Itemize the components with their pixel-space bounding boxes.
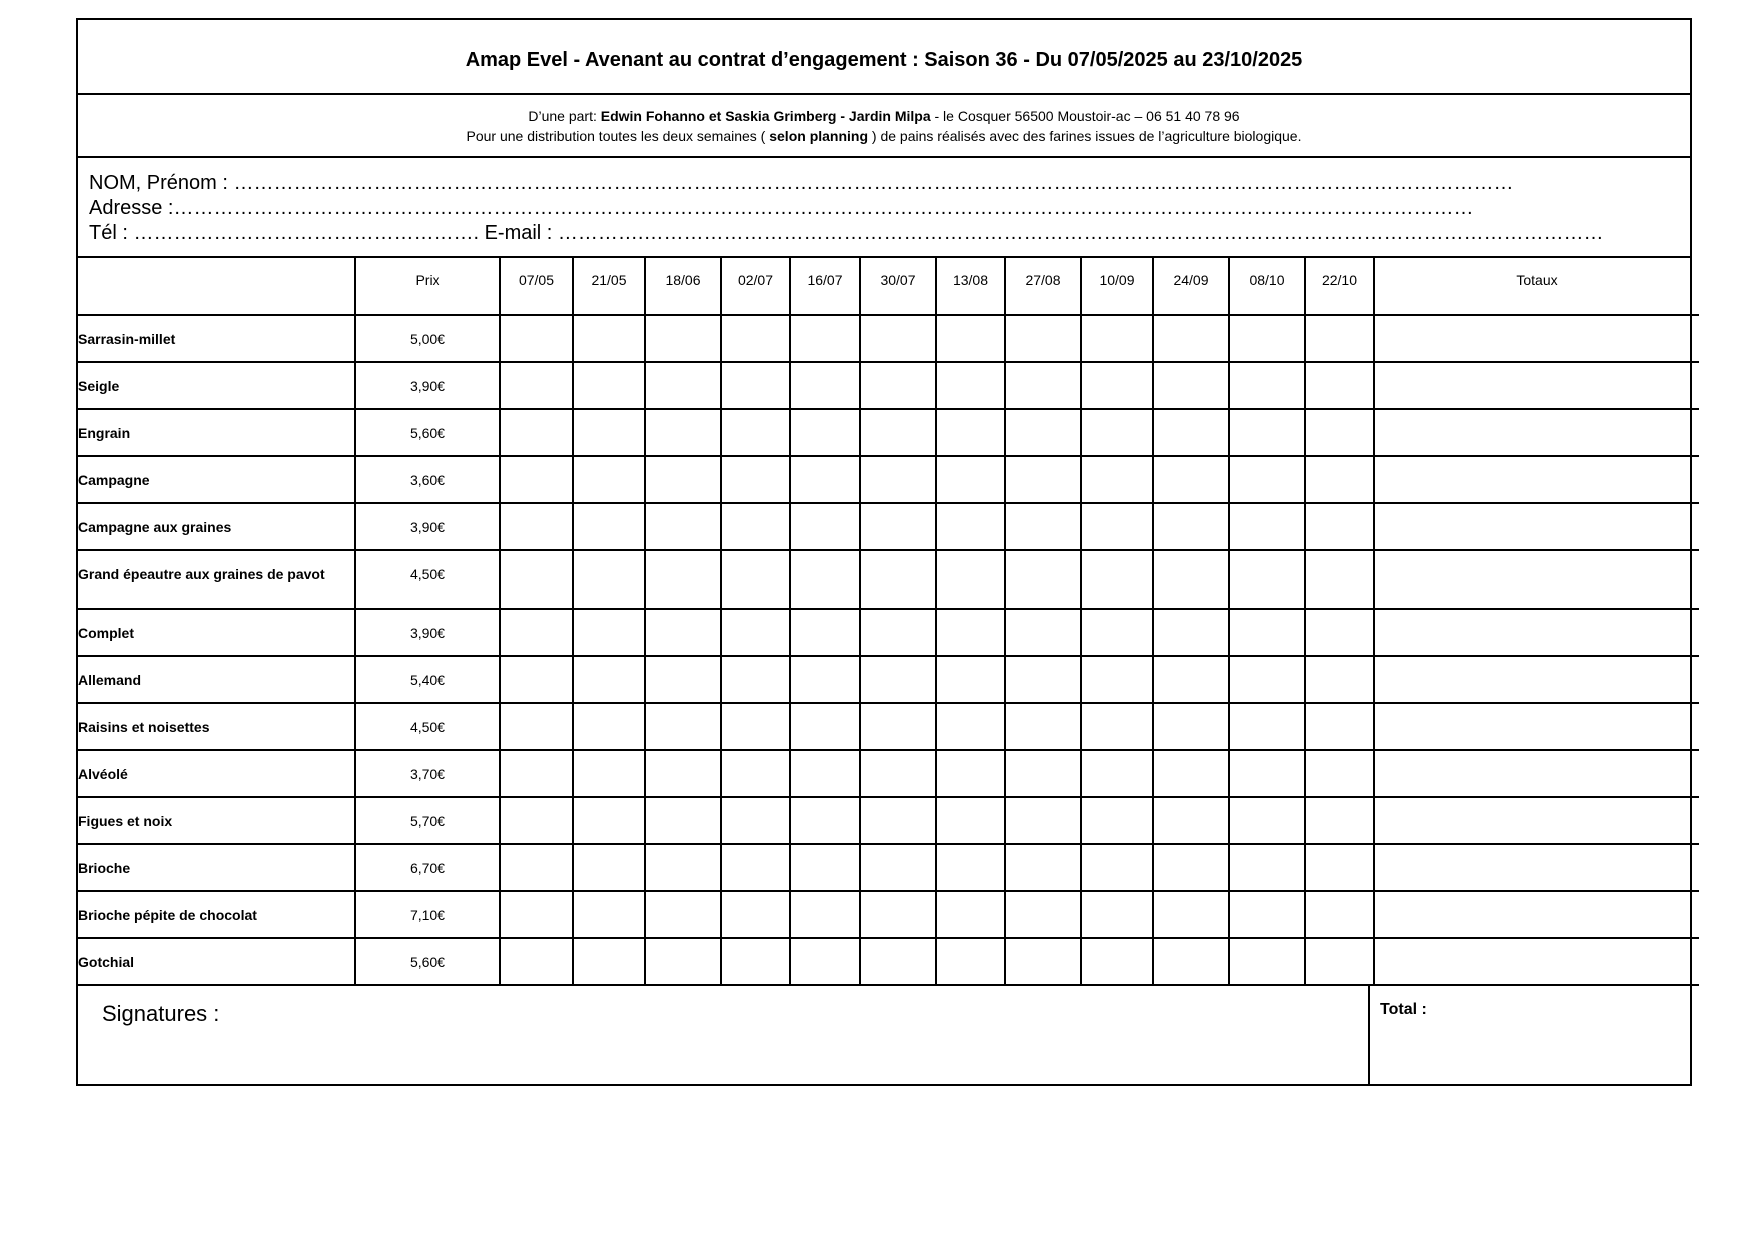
quantity-cell[interactable] [721, 315, 790, 362]
page-title: Amap Evel - Avenant au contrat d’engagement : Saison 36 - Du 07/05/2025 au 23/10/2025 [465, 49, 1303, 71]
quantity-cell[interactable] [1229, 550, 1305, 609]
quantity-cell[interactable] [573, 315, 645, 362]
quantity-cell[interactable] [573, 456, 645, 503]
quantity-cell[interactable] [721, 844, 790, 891]
quantity-cell[interactable] [1005, 938, 1081, 985]
quantity-cell[interactable] [1081, 797, 1153, 844]
quantity-cell[interactable] [790, 409, 860, 456]
quantity-cell[interactable] [1005, 315, 1081, 362]
quantity-cell[interactable] [1305, 703, 1374, 750]
quantity-cell[interactable] [936, 750, 1005, 797]
quantity-cell[interactable] [1081, 609, 1153, 656]
date-header: 27/08 [1005, 258, 1081, 315]
quantity-cell[interactable] [936, 656, 1005, 703]
quantity-cell[interactable] [645, 844, 721, 891]
quantity-cell[interactable] [790, 844, 860, 891]
quantity-cell[interactable] [500, 550, 573, 609]
product-price: 5,70€ [355, 797, 500, 844]
row-total-cell[interactable] [1374, 703, 1699, 750]
quantity-cell[interactable] [500, 362, 573, 409]
quantity-cell[interactable] [790, 609, 860, 656]
quantity-cell[interactable] [721, 362, 790, 409]
quantity-cell[interactable] [1153, 315, 1229, 362]
product-name: Complet [78, 609, 355, 656]
quantity-cell[interactable] [1229, 409, 1305, 456]
quantity-cell[interactable] [1305, 609, 1374, 656]
quantity-cell[interactable] [1153, 797, 1229, 844]
date-header: 18/06 [645, 258, 721, 315]
quantity-cell[interactable] [1305, 891, 1374, 938]
product-price: 4,50€ [355, 703, 500, 750]
quantity-cell[interactable] [721, 797, 790, 844]
distribution-line [467, 126, 1302, 146]
product-name: Grand épeautre aux graines de pavot [78, 550, 355, 609]
quantity-cell[interactable] [1229, 938, 1305, 985]
contract-form [76, 18, 1692, 1086]
date-header: 02/07 [721, 258, 790, 315]
table-row [78, 750, 1699, 797]
quantity-cell[interactable] [1081, 703, 1153, 750]
row-total-cell[interactable] [1374, 609, 1699, 656]
quantity-cell[interactable] [790, 550, 860, 609]
date-header: 16/07 [790, 258, 860, 315]
quantity-cell[interactable] [573, 891, 645, 938]
quantity-cell[interactable] [790, 456, 860, 503]
quantity-cell[interactable] [645, 456, 721, 503]
quantity-cell[interactable] [860, 938, 936, 985]
quantity-cell[interactable] [936, 891, 1005, 938]
table-row [78, 362, 1699, 409]
table-row [78, 609, 1699, 656]
quantity-cell[interactable] [1153, 656, 1229, 703]
quantity-cell[interactable] [1229, 891, 1305, 938]
quantity-cell[interactable] [860, 609, 936, 656]
quantity-cell[interactable] [645, 550, 721, 609]
quantity-cell[interactable] [1005, 609, 1081, 656]
row-total-cell[interactable] [1374, 938, 1699, 985]
quantity-cell[interactable] [645, 938, 721, 985]
quantity-cell[interactable] [1081, 656, 1153, 703]
quantity-cell[interactable] [645, 750, 721, 797]
quantity-cell[interactable] [573, 750, 645, 797]
signatures-label: Signatures : [102, 1001, 220, 1026]
quantity-cell[interactable] [1081, 315, 1153, 362]
table-row [78, 315, 1699, 362]
row-total-cell[interactable] [1374, 362, 1699, 409]
quantity-cell[interactable] [1305, 750, 1374, 797]
quantity-cell[interactable] [721, 703, 790, 750]
row-total-cell[interactable] [1374, 891, 1699, 938]
quantity-cell[interactable] [721, 503, 790, 550]
quantity-cell[interactable] [860, 844, 936, 891]
party-info [78, 95, 1690, 158]
product-name: Alvéolé [78, 750, 355, 797]
row-total-cell[interactable] [1374, 456, 1699, 503]
quantity-cell[interactable] [1305, 315, 1374, 362]
row-total-cell[interactable] [1374, 797, 1699, 844]
quantity-cell[interactable] [860, 703, 936, 750]
quantity-cell[interactable] [1005, 362, 1081, 409]
product-price: 5,00€ [355, 315, 500, 362]
quantity-cell[interactable] [645, 503, 721, 550]
quantity-cell[interactable] [645, 656, 721, 703]
quantity-cell[interactable] [1081, 844, 1153, 891]
date-header: 22/10 [1305, 258, 1374, 315]
quantity-cell[interactable] [1153, 456, 1229, 503]
quantity-cell[interactable] [1305, 844, 1374, 891]
quantity-cell[interactable] [1305, 656, 1374, 703]
quantity-cell[interactable] [500, 703, 573, 750]
quantity-cell[interactable] [1081, 891, 1153, 938]
quantity-cell[interactable] [573, 609, 645, 656]
distribution-suffix: ) de pains réalisés avec des farines issues de l’agriculture biologique. [868, 127, 1302, 144]
quantity-cell[interactable] [645, 315, 721, 362]
date-header: 10/09 [1081, 258, 1153, 315]
quantity-cell[interactable] [1153, 550, 1229, 609]
quantity-cell[interactable] [1081, 503, 1153, 550]
quantity-cell[interactable] [1229, 703, 1305, 750]
quantity-cell[interactable] [1153, 844, 1229, 891]
quantity-cell[interactable] [573, 550, 645, 609]
quantity-cell[interactable] [1229, 609, 1305, 656]
party-line [528, 106, 1239, 126]
title-box [78, 20, 1690, 95]
quantity-cell[interactable] [1229, 315, 1305, 362]
quantity-cell[interactable] [500, 315, 573, 362]
date-header: 13/08 [936, 258, 1005, 315]
row-total-cell[interactable] [1374, 550, 1699, 609]
distribution-planning: selon planning [769, 127, 869, 144]
quantity-cell[interactable] [1005, 750, 1081, 797]
quantity-cell[interactable] [1005, 797, 1081, 844]
quantity-cell[interactable] [790, 503, 860, 550]
quantity-cell[interactable] [645, 703, 721, 750]
quantity-cell[interactable] [860, 315, 936, 362]
quantity-cell[interactable] [645, 891, 721, 938]
quantity-cell[interactable] [1005, 503, 1081, 550]
quantity-cell[interactable] [1005, 891, 1081, 938]
product-price: 3,90€ [355, 503, 500, 550]
date-header: 07/05 [500, 258, 573, 315]
quantity-cell[interactable] [936, 550, 1005, 609]
quantity-cell[interactable] [1153, 938, 1229, 985]
table-header-row [78, 258, 1699, 315]
quantity-cell[interactable] [1229, 503, 1305, 550]
quantity-cell[interactable] [790, 750, 860, 797]
product-price: 7,10€ [355, 891, 500, 938]
quantity-cell[interactable] [1081, 938, 1153, 985]
product-price: 6,70€ [355, 844, 500, 891]
signatures-area[interactable] [78, 986, 1370, 1084]
quantity-cell[interactable] [1229, 362, 1305, 409]
table-row [78, 656, 1699, 703]
quantity-cell[interactable] [790, 703, 860, 750]
party-address: - le Cosquer 56500 Moustoir-ac – 06 51 40 78 96 [930, 107, 1240, 124]
row-total-cell[interactable] [1374, 656, 1699, 703]
quantity-cell[interactable] [573, 656, 645, 703]
quantity-cell[interactable] [721, 456, 790, 503]
date-header: 30/07 [860, 258, 936, 315]
quantity-cell[interactable] [721, 409, 790, 456]
quantity-cell[interactable] [645, 609, 721, 656]
quantity-cell[interactable] [1005, 844, 1081, 891]
quantity-cell[interactable] [1305, 409, 1374, 456]
row-total-cell[interactable] [1374, 844, 1699, 891]
quantity-cell[interactable] [936, 362, 1005, 409]
product-name: Campagne [78, 456, 355, 503]
quantity-cell[interactable] [1153, 409, 1229, 456]
quantity-cell[interactable] [1153, 750, 1229, 797]
product-price: 5,60€ [355, 938, 500, 985]
table-row [78, 844, 1699, 891]
quantity-cell[interactable] [721, 656, 790, 703]
product-name: Seigle [78, 362, 355, 409]
quantity-cell[interactable] [936, 456, 1005, 503]
quantity-cell[interactable] [860, 409, 936, 456]
quantity-cell[interactable] [936, 609, 1005, 656]
quantity-cell[interactable] [573, 938, 645, 985]
phone-field[interactable]: Tél : ……………………………………………. [89, 222, 485, 244]
date-header: 21/05 [573, 258, 645, 315]
quantity-cell[interactable] [500, 938, 573, 985]
quantity-cell[interactable] [936, 503, 1005, 550]
product-name: Sarrasin-millet [78, 315, 355, 362]
row-total-cell[interactable] [1374, 315, 1699, 362]
quantity-cell[interactable] [500, 891, 573, 938]
product-price: 3,90€ [355, 609, 500, 656]
footer [78, 986, 1690, 1084]
contact-line [89, 221, 1690, 246]
quantity-cell[interactable] [790, 891, 860, 938]
quantity-cell[interactable] [860, 456, 936, 503]
quantity-cell[interactable] [1229, 750, 1305, 797]
quantity-cell[interactable] [860, 891, 936, 938]
quantity-cell[interactable] [790, 938, 860, 985]
quantity-cell[interactable] [645, 409, 721, 456]
quantity-cell[interactable] [936, 315, 1005, 362]
quantity-cell[interactable] [721, 609, 790, 656]
quantity-cell[interactable] [573, 503, 645, 550]
product-price: 3,90€ [355, 362, 500, 409]
quantity-cell[interactable] [790, 315, 860, 362]
product-price: 3,70€ [355, 750, 500, 797]
quantity-cell[interactable] [936, 938, 1005, 985]
table-row [78, 797, 1699, 844]
quantity-cell[interactable] [645, 362, 721, 409]
quantity-cell[interactable] [1005, 656, 1081, 703]
quantity-cell[interactable] [573, 797, 645, 844]
quantity-cell[interactable] [500, 656, 573, 703]
quantity-cell[interactable] [936, 409, 1005, 456]
product-price: 5,60€ [355, 409, 500, 456]
quantity-cell[interactable] [1229, 844, 1305, 891]
quantity-cell[interactable] [790, 656, 860, 703]
quantity-cell[interactable] [1081, 362, 1153, 409]
quantity-cell[interactable] [721, 938, 790, 985]
product-header [78, 258, 355, 315]
quantity-cell[interactable] [860, 797, 936, 844]
quantity-cell[interactable] [500, 409, 573, 456]
quantity-cell[interactable] [1081, 409, 1153, 456]
quantity-cell[interactable] [860, 550, 936, 609]
quantity-cell[interactable] [1005, 550, 1081, 609]
quantity-cell[interactable] [790, 797, 860, 844]
quantity-cell[interactable] [721, 750, 790, 797]
quantity-cell[interactable] [500, 503, 573, 550]
quantity-cell[interactable] [860, 362, 936, 409]
table-row [78, 409, 1699, 456]
quantity-cell[interactable] [1081, 750, 1153, 797]
table-row [78, 938, 1699, 985]
product-name: Brioche [78, 844, 355, 891]
quantity-cell[interactable] [721, 550, 790, 609]
distribution-prefix: Pour une distribution toutes les deux semaines ( [466, 127, 770, 144]
quantity-cell[interactable] [860, 503, 936, 550]
quantity-cell[interactable] [1229, 656, 1305, 703]
quantity-cell[interactable] [1305, 362, 1374, 409]
quantity-cell[interactable] [790, 362, 860, 409]
quantity-cell[interactable] [1305, 938, 1374, 985]
row-total-cell[interactable] [1374, 409, 1699, 456]
quantity-cell[interactable] [936, 844, 1005, 891]
price-header: Prix [355, 258, 500, 315]
quantity-cell[interactable] [500, 750, 573, 797]
product-name: Campagne aux graines [78, 503, 355, 550]
table-row [78, 503, 1699, 550]
table-row [78, 456, 1699, 503]
product-price: 4,50€ [355, 550, 500, 609]
order-table [78, 258, 1699, 986]
grand-total-label: Total : [1380, 1001, 1427, 1018]
quantity-cell[interactable] [500, 797, 573, 844]
quantity-cell[interactable] [1081, 550, 1153, 609]
quantity-cell[interactable] [860, 750, 936, 797]
quantity-cell[interactable] [500, 844, 573, 891]
table-row [78, 703, 1699, 750]
table-row [78, 550, 1699, 609]
quantity-cell[interactable] [500, 456, 573, 503]
quantity-cell[interactable] [1229, 797, 1305, 844]
quantity-cell[interactable] [1305, 797, 1374, 844]
date-header: 24/09 [1153, 258, 1229, 315]
quantity-cell[interactable] [1305, 456, 1374, 503]
product-name: Engrain [78, 409, 355, 456]
table-row [78, 891, 1699, 938]
date-header: 08/10 [1229, 258, 1305, 315]
quantity-cell[interactable] [1305, 503, 1374, 550]
quantity-cell[interactable] [573, 703, 645, 750]
quantity-cell[interactable] [1153, 503, 1229, 550]
product-price: 5,40€ [355, 656, 500, 703]
quantity-cell[interactable] [1153, 609, 1229, 656]
product-price: 3,60€ [355, 456, 500, 503]
customer-fields [78, 158, 1690, 258]
quantity-cell[interactable] [1153, 891, 1229, 938]
grand-total-area[interactable] [1370, 986, 1690, 1084]
quantity-cell[interactable] [1153, 703, 1229, 750]
quantity-cell[interactable] [573, 409, 645, 456]
quantity-cell[interactable] [1081, 456, 1153, 503]
quantity-cell[interactable] [721, 891, 790, 938]
quantity-cell[interactable] [936, 797, 1005, 844]
party-names: Edwin Fohanno et Saskia Grimberg - Jardin Milpa [600, 107, 931, 124]
row-total-cell[interactable] [1374, 750, 1699, 797]
row-total-cell[interactable] [1374, 503, 1699, 550]
address-field[interactable]: Adresse :…………………………………………………………………………………………………………………………………………………………………………… [89, 197, 1474, 219]
quantity-cell[interactable] [1005, 409, 1081, 456]
product-name: Raisins et noisettes [78, 703, 355, 750]
quantity-cell[interactable] [1229, 456, 1305, 503]
quantity-cell[interactable] [573, 362, 645, 409]
quantity-cell[interactable] [1153, 362, 1229, 409]
quantity-cell[interactable] [936, 703, 1005, 750]
quantity-cell[interactable] [573, 844, 645, 891]
party-prefix: D’une part: [528, 107, 601, 124]
product-name: Gotchial [78, 938, 355, 985]
quantity-cell[interactable] [1005, 456, 1081, 503]
quantity-cell[interactable] [645, 797, 721, 844]
quantity-cell[interactable] [500, 609, 573, 656]
quantity-cell[interactable] [1005, 703, 1081, 750]
product-name: Brioche pépite de chocolat [78, 891, 355, 938]
totals-header: Totaux [1374, 258, 1699, 315]
product-name: Figues et noix [78, 797, 355, 844]
email-field[interactable]: E-mail : ………….……………………………………………………………………………………………………………………………… [484, 222, 1604, 244]
quantity-cell[interactable] [860, 656, 936, 703]
quantity-cell[interactable] [1305, 550, 1374, 609]
product-name: Allemand [78, 656, 355, 703]
name-field[interactable]: NOM, Prénom : ………………………………………………………………………………………………………………………………………………………………………… [89, 172, 1514, 194]
